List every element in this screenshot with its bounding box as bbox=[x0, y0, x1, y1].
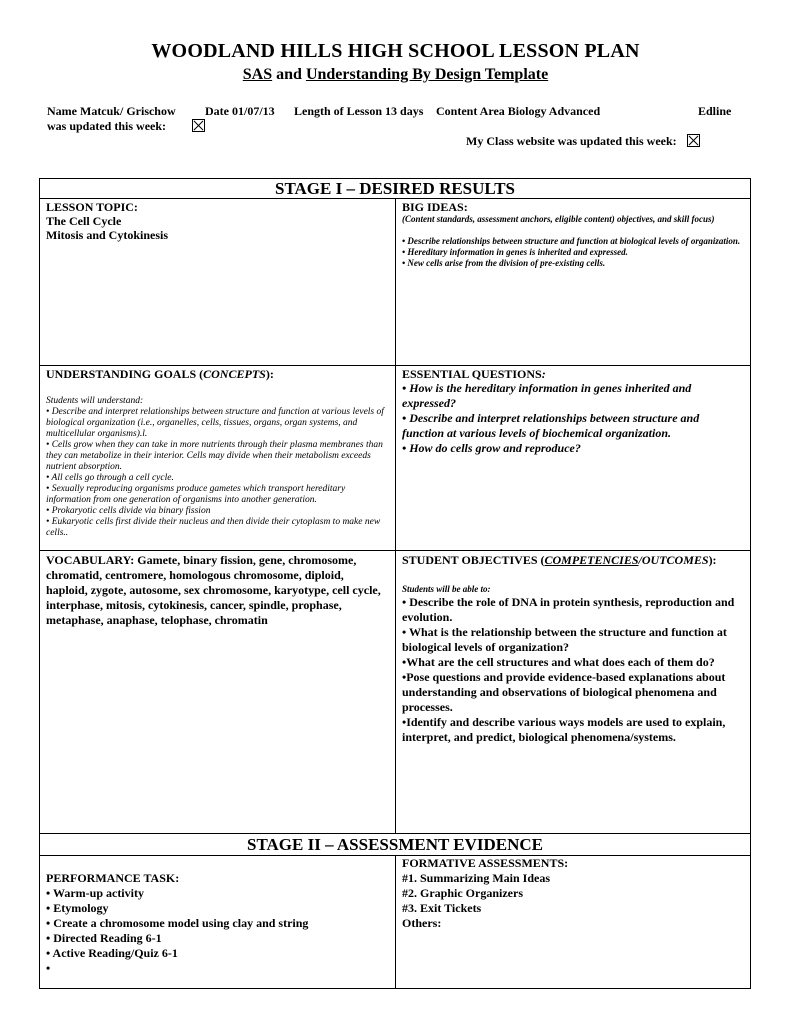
column-divider bbox=[395, 855, 396, 989]
performance-task-label: PERFORMANCE TASK: bbox=[46, 871, 180, 885]
understanding-goals-label bbox=[46, 367, 392, 381]
stage-1-title: STAGE I – DESIRED RESULTS bbox=[275, 179, 515, 198]
subtitle-sas: SAS bbox=[242, 66, 273, 83]
edline-updated-row bbox=[47, 119, 205, 134]
edline-updated-label: was updated this week: bbox=[47, 119, 167, 133]
student-objective: • Describe the role of DNA in protein synthesis, reproduction and evolution. bbox=[402, 595, 735, 624]
formative-assessments-cell bbox=[402, 856, 744, 931]
vocabulary-cell bbox=[46, 553, 386, 628]
big-ideas-note: (Content standards, assessment anchors, eligible content) objectives, and skill focus) bbox=[402, 214, 715, 224]
lesson-date: Date 01/07/13 bbox=[205, 104, 275, 118]
so-label-slash: / bbox=[638, 553, 642, 567]
document-title: WOODLAND HILLS HIGH SCHOOL LESSON PLAN bbox=[151, 40, 640, 62]
teacher-name: Name Matcuk/ Grischow bbox=[47, 104, 176, 118]
performance-task-item: • Warm-up activity bbox=[46, 886, 144, 900]
performance-task-item: • Directed Reading 6-1 bbox=[46, 931, 162, 945]
so-label-outcomes: OUTCOMES bbox=[641, 553, 709, 567]
big-idea-item: • Hereditary information in genes is inherited and expressed. bbox=[402, 247, 628, 257]
ug-item: • Prokaryotic cells divide via binary fission bbox=[46, 506, 211, 516]
lesson-topic-line: The Cell Cycle bbox=[46, 214, 122, 228]
ug-item: • Describe and interpret relationships between structure and function at various levels of biological organization (i.e., organelles, cells, tissues, organs, organ systems, and multicellular organisms).l. bbox=[46, 407, 384, 439]
student-objective: •Pose questions and provide evidence-based explanations about understanding and observations of biological phenomena and processes. bbox=[402, 670, 726, 714]
essential-question: • How is the hereditary information in genes inherited and expressed? bbox=[402, 381, 692, 410]
eq-label-text: ESSENTIAL QUESTIONS bbox=[402, 367, 542, 381]
lesson-length: Length of Lesson 13 days bbox=[294, 104, 424, 118]
big-idea-item: • New cells arise from the division of pre-existing cells. bbox=[402, 258, 606, 268]
ug-item: • Eukaryotic cells first divide their nucleus and then divide their cytoplasm to make new cells.. bbox=[46, 517, 381, 538]
ug-label-pre: UNDERSTANDING GOALS ( bbox=[46, 367, 204, 381]
edline-checked-checkbox[interactable] bbox=[192, 119, 205, 132]
essential-question: • Describe and interpret relationships between structure and function at various levels of biochemical organization. bbox=[402, 411, 700, 440]
class-site-row bbox=[466, 134, 700, 149]
essential-questions-cell bbox=[402, 367, 744, 456]
essential-question: • How do cells grow and reproduce? bbox=[402, 441, 581, 455]
ug-item: • Sexually reproducing organisms produce gametes which transport hereditary information from one generation of organisms into another generation. bbox=[46, 484, 346, 505]
big-ideas-cell bbox=[402, 200, 744, 269]
class-site-checked-checkbox[interactable] bbox=[687, 134, 700, 147]
document-subtitle bbox=[0, 66, 791, 84]
ug-item: • Cells grow when they can take in more nutrients through their plasma membranes than they can metabolize in their interior. Cells may divide when their metabolism exceeds nutrient absorption. bbox=[46, 440, 383, 472]
big-ideas-label: BIG IDEAS: bbox=[402, 200, 468, 214]
lesson-topic-cell bbox=[46, 200, 391, 242]
stage-2-title: STAGE II – ASSESSMENT EVIDENCE bbox=[246, 835, 544, 854]
formative-item: #2. Graphic Organizers bbox=[402, 886, 523, 900]
formative-item: Others: bbox=[402, 916, 442, 930]
student-objective: • What is the relationship between the structure and function at biological levels of organization? bbox=[402, 625, 727, 654]
student-objectives-label bbox=[402, 553, 746, 567]
performance-task-cell bbox=[46, 871, 391, 976]
lesson-topic-label: LESSON TOPIC: bbox=[46, 200, 138, 214]
performance-task-item: • bbox=[46, 961, 51, 975]
ug-label-post: ): bbox=[265, 367, 274, 381]
subtitle-and: and bbox=[272, 66, 306, 83]
ug-item: • All cells go through a cell cycle. bbox=[46, 473, 174, 483]
so-label-pre: STUDENT OBJECTIVES ( bbox=[402, 553, 545, 567]
understanding-goals-cell bbox=[46, 367, 392, 539]
big-idea-item: • Describe relationships between structure and function at biological levels of organization. bbox=[402, 236, 741, 246]
so-label-competencies: COMPETENCIES bbox=[544, 553, 639, 567]
subtitle-ubd: Understanding By Design Template bbox=[305, 66, 549, 83]
student-objective: •What are the cell structures and what does each of them do? bbox=[402, 655, 715, 669]
eq-label-colon: : bbox=[541, 367, 546, 381]
performance-task-item: • Active Reading/Quiz 6-1 bbox=[46, 946, 178, 960]
ug-label-concepts: CONCEPTS bbox=[203, 367, 266, 381]
formative-item: #1. Summarizing Main Ideas bbox=[402, 871, 551, 885]
column-divider bbox=[395, 198, 396, 833]
formative-assessments-label: FORMATIVE ASSESSMENTS: bbox=[402, 856, 569, 870]
performance-task-item: • Create a chromosome model using clay and string bbox=[46, 916, 309, 930]
divider bbox=[39, 833, 751, 834]
formative-item: #3. Exit Tickets bbox=[402, 901, 482, 915]
content-area: Content Area Biology Advanced bbox=[436, 104, 601, 118]
essential-questions-label bbox=[402, 367, 744, 381]
edline-label: Edline bbox=[698, 104, 732, 118]
vocabulary-label: VOCABULARY: bbox=[46, 553, 138, 567]
so-intro: Students will be able to: bbox=[402, 584, 491, 594]
student-objective: •Identify and describe various ways models are used to explain, interpret, and predict, biological phenomena/systems. bbox=[402, 715, 726, 744]
student-objectives-cell bbox=[402, 553, 746, 745]
lesson-topic-line: Mitosis and Cytokinesis bbox=[46, 228, 169, 242]
so-label-post: ): bbox=[708, 553, 717, 567]
vocabulary-terms: Gamete, binary fission, gene, chromosome, chromatid, centromere, homologous chromosome, diploid, haploid, zygote, autosome, sex chromosome, karyotype, cell cycle, interphase, mitosis, cytokinesis, cancer, spindle, prophase, metaphase, anaphase, telophase, chromatin bbox=[46, 553, 381, 627]
performance-task-item: • Etymology bbox=[46, 901, 109, 915]
ug-intro: Students will understand: bbox=[46, 396, 144, 406]
class-site-label: My Class website was updated this week: bbox=[466, 134, 677, 148]
vocabulary-text bbox=[46, 553, 386, 628]
